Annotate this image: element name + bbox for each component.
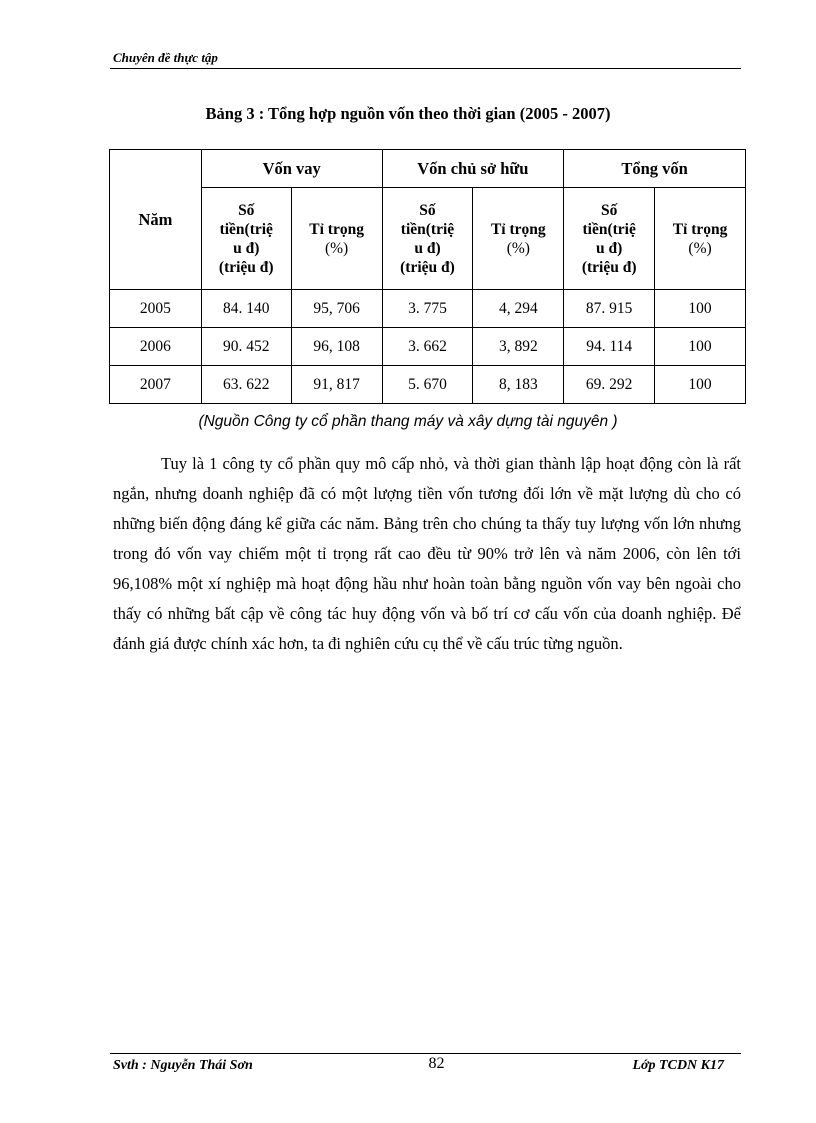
- subheader-amount-line: tiền(triệ: [582, 220, 636, 238]
- subheader-ratio-line: Tỉ trọng: [309, 220, 364, 238]
- footer-divider: [110, 1053, 741, 1054]
- subheader-amount-line: tiền(triệ: [400, 220, 455, 238]
- subheader-ratio: [291, 188, 382, 290]
- cell-loan-ratio: 96, 108: [291, 328, 382, 366]
- cell-total-amount: 69. 292: [564, 366, 655, 404]
- subheader-ratio: [655, 188, 746, 290]
- capital-table: [109, 149, 746, 404]
- footer-page-number: 82: [428, 1055, 445, 1072]
- table-header-row-groups: [110, 150, 746, 188]
- footer-class-name: Lớp TCDN K17: [632, 1058, 724, 1073]
- cell-equity-amount: 3. 662: [382, 328, 473, 366]
- cell-year: 2007: [110, 366, 202, 404]
- cell-equity-amount: 5. 670: [382, 366, 473, 404]
- cell-equity-amount: 3. 775: [382, 290, 473, 328]
- table-row: [110, 366, 746, 404]
- table-row: [110, 328, 746, 366]
- table-header-row-subcolumns: [110, 188, 746, 290]
- cell-equity-ratio: 8, 183: [473, 366, 564, 404]
- subheader-amount-line: (triệu đ): [400, 258, 455, 276]
- subheader-ratio-unit: (%): [324, 239, 349, 257]
- table-caption: Bảng 3 : Tổng hợp nguồn vốn theo thời gian (2005 - 2007): [205, 104, 611, 123]
- cell-loan-amount: 84. 140: [201, 290, 291, 328]
- cell-loan-amount: 63. 622: [201, 366, 291, 404]
- table-row: [110, 290, 746, 328]
- subheader-amount-line: (triệu đ): [218, 258, 274, 276]
- cell-total-amount: 94. 114: [564, 328, 655, 366]
- year-column-header: Năm: [110, 150, 202, 290]
- cell-equity-ratio: 3, 892: [473, 328, 564, 366]
- cell-total-ratio: 100: [655, 290, 746, 328]
- subheader-amount-line: u đ): [596, 239, 623, 257]
- cell-equity-ratio: 4, 294: [473, 290, 564, 328]
- subheader-amount-line: Số: [419, 201, 436, 219]
- subheader-amount: [564, 188, 655, 290]
- subheader-ratio: [473, 188, 564, 290]
- subheader-amount-line: (triệu đ): [581, 258, 637, 276]
- subheader-amount-line: u đ): [414, 239, 441, 257]
- subheader-amount-line: tiền(triệ: [219, 220, 273, 238]
- subheader-ratio-unit: (%): [506, 239, 530, 257]
- group-header-total: Tổng vốn: [564, 150, 746, 188]
- table-source-note: (Nguồn Công ty cổ phần thang máy và xây dựng tài nguyên ): [198, 413, 618, 430]
- subheader-amount: [201, 188, 291, 290]
- subheader-ratio-line: Tỉ trọng: [490, 220, 546, 238]
- cell-total-amount: 87. 915: [564, 290, 655, 328]
- subheader-amount-line: Số: [238, 201, 255, 219]
- group-header-loan: Vốn vay: [201, 150, 382, 188]
- subheader-ratio-unit: (%): [688, 239, 712, 257]
- subheader-amount-line: Số: [600, 201, 618, 219]
- subheader-ratio-line: Tỉ trọng: [672, 220, 728, 238]
- cell-year: 2005: [110, 290, 202, 328]
- cell-loan-amount: 90. 452: [201, 328, 291, 366]
- cell-year: 2006: [110, 328, 202, 366]
- footer-student-name: Svth : Nguyễn Thái Sơn: [113, 1058, 253, 1073]
- cell-total-ratio: 100: [655, 328, 746, 366]
- cell-loan-ratio: 95, 706: [291, 290, 382, 328]
- page-header-title: Chuyên đề thực tập: [113, 50, 218, 65]
- cell-total-ratio: 100: [655, 366, 746, 404]
- body-paragraph: Tuy là 1 công ty cổ phần quy mô cấp nhỏ, và thời gian thành lập hoạt động còn là rất ngắn, nhưng doanh nghiệp đã có một lượng tiền vốn tương đối lớn về mặt lượng dù cho có những biến động đáng kể giữa các năm. Bảng trên cho chúng ta thấy tuy lượng vốn lớn nhưng trong đó vốn vay chiếm một tỉ trọng rất cao đều từ 90% trở lên và năm 2006, còn lên tới 96,108% một xí nghiệp mà hoạt động hầu như hoàn toàn bằng nguồn vốn vay bên ngoài cho thấy có những bất cập về công tác huy động vốn và bố trí cơ cấu vốn của doanh nghiệp. Để đánh giá được chính xác hơn, ta đi nghiên cứu cụ thể về cấu trúc từng nguồn.: [113, 454, 741, 653]
- subheader-amount: [382, 188, 473, 290]
- header-divider: [110, 68, 741, 69]
- group-header-equity: Vốn chủ sở hữu: [382, 150, 564, 188]
- cell-loan-ratio: 91, 817: [291, 366, 382, 404]
- subheader-amount-line: u đ): [233, 239, 260, 257]
